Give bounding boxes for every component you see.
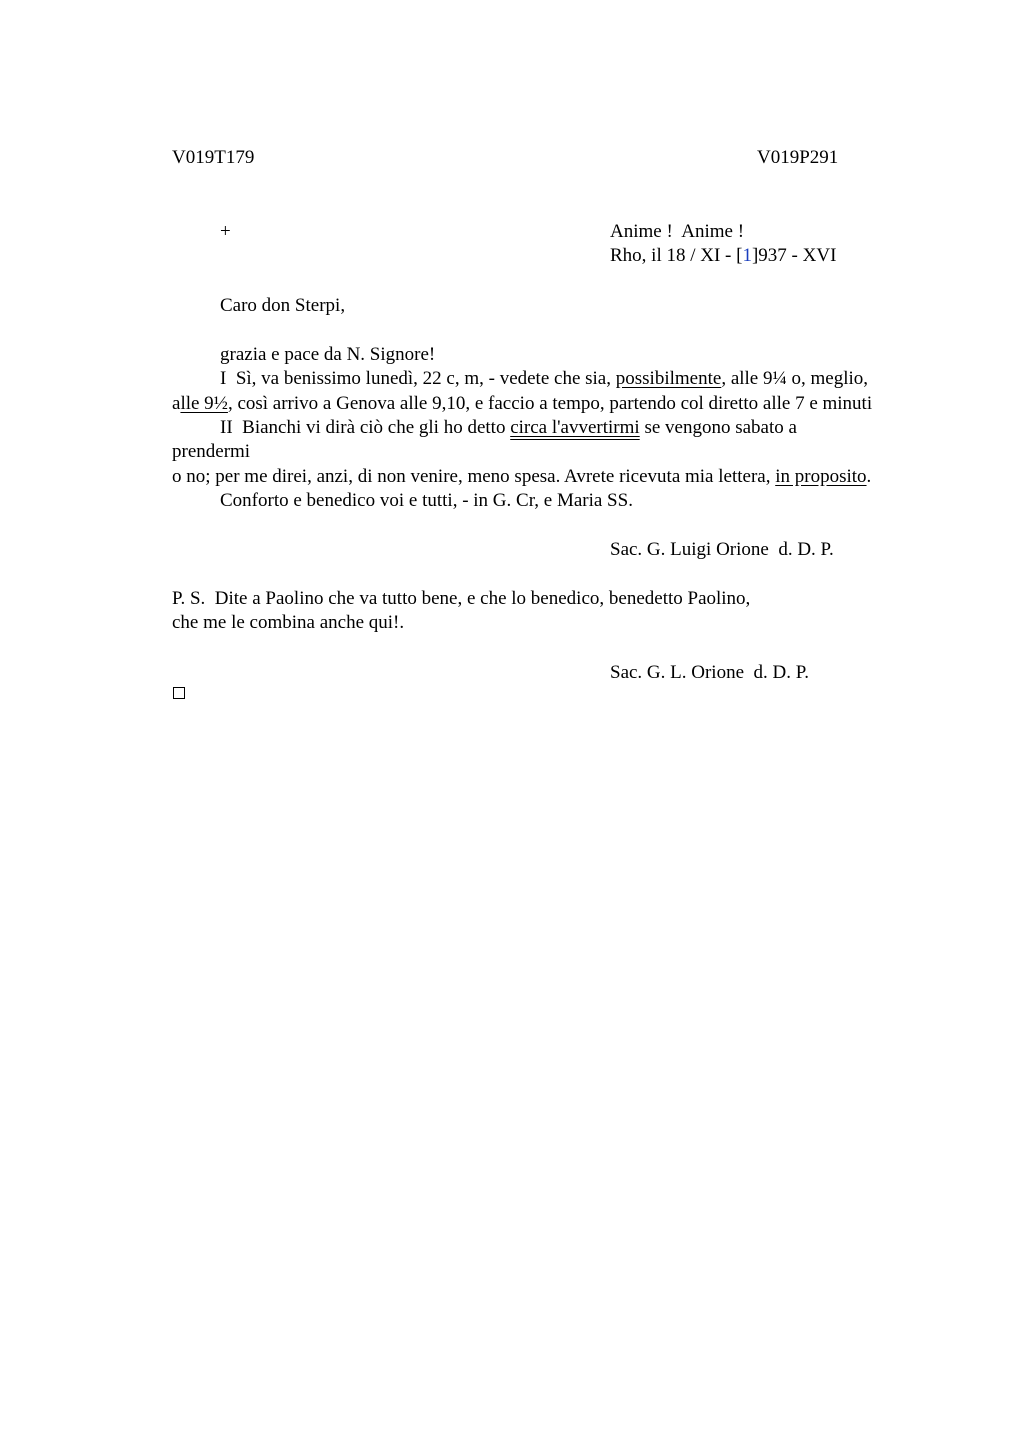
salutation: Caro don Sterpi, — [220, 295, 346, 316]
paragraph-1-line-1 — [220, 367, 868, 391]
p2-line1-post: se vengono sabato a — [639, 417, 797, 438]
closing-line: Conforto e benedico voi e tutti, - in G. Cr, e Maria SS. — [220, 490, 633, 511]
paragraph-2-line-3 — [172, 465, 871, 489]
greeting: grazia e pace da N. Signore! — [220, 344, 436, 365]
signature-2: Sac. G. L. Orione d. D. P. — [610, 662, 809, 683]
signature-1: Sac. G. Luigi Orione d. D. P. — [610, 539, 834, 560]
paragraph-1-line-2 — [172, 392, 872, 416]
dateline-pre: Rho, il 18 / XI - [ — [610, 245, 743, 266]
postscript-line-1: P. S. Dite a Paolino che va tutto bene, e che lo benedico, benedetto Paolino, — [172, 588, 751, 609]
p1-line2-post: , così arrivo a Genova alle 9,10, e faccio a tempo, partendo col diretto alle 7 e minuti — [227, 393, 873, 414]
paragraph-2-line-2: prendermi — [172, 441, 251, 462]
p1-line1-post: , alle 9¼ o, meglio, — [721, 368, 869, 389]
p1-line1-pre: I Sì, va benissimo lunedì, 22 c, m, - vedete che sia, — [220, 368, 616, 389]
end-box-icon — [173, 687, 185, 699]
header-left-code: V019T179 — [172, 147, 255, 168]
p2-line3-underlined: in proposito — [775, 466, 867, 487]
dateline-insert: 1 — [742, 245, 752, 266]
p2-line3-pre: o no; per me direi, anzi, di non venire, meno spesa. Avrete ricevuta mia lettera, — [172, 466, 776, 487]
p2-line3-post: . — [866, 466, 872, 487]
p1-line2-pre: a — [172, 393, 181, 414]
header-right-code: V019P291 — [757, 147, 839, 168]
p2-line1-underlined: circa l'avvertirmi — [510, 417, 640, 438]
p1-line1-underlined: possibilmente — [615, 368, 722, 389]
p2-line1-pre: II Bianchi vi dirà ciò che gli ho detto — [220, 417, 511, 438]
cross-mark: + — [220, 221, 231, 242]
paragraph-2-line-1 — [220, 416, 797, 440]
postscript-line-2: che me le combina anche qui!. — [172, 612, 405, 633]
motto: Anime ! Anime ! — [610, 221, 745, 242]
p1-line2-underlined: lle 9½ — [180, 393, 228, 414]
dateline-post: ]937 - XVI — [751, 245, 837, 266]
dateline — [610, 244, 836, 268]
